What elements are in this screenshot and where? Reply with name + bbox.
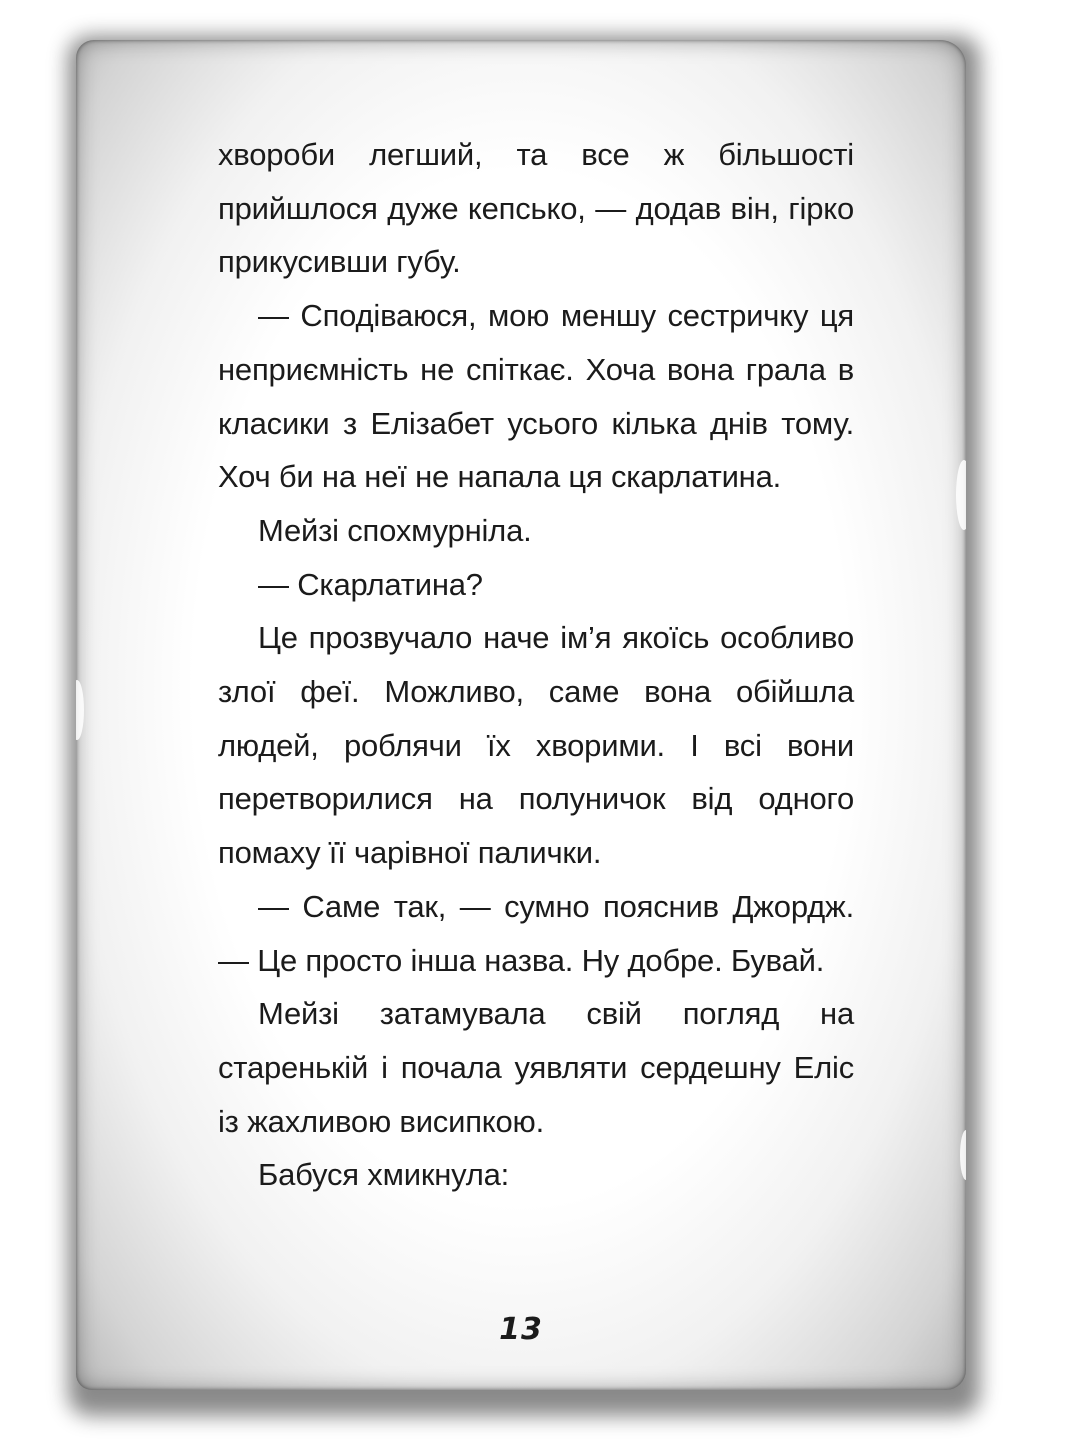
- paragraph: Мейзі затамувала свій погляд на старенькій і почала уявляти сердешну Еліс із жахливою висипкою.: [218, 996, 854, 1139]
- book-page: [76, 40, 966, 1390]
- page-edge-tear: [956, 460, 966, 530]
- page-text: [218, 128, 854, 1202]
- paragraph: хвороби легший, та все ж більшості прийшлося дуже кепсько, — додав він, гірко прикусивши губу.: [218, 137, 854, 280]
- page-edge-tear: [76, 680, 84, 740]
- paragraph: Це прозвучало наче ім’я якоїсь особливо злої феї. Можливо, саме вона обійшла людей, роблячи їх хворими. І всі вони перетворилися на полуничок від одного помаху її чарівної палички.: [218, 620, 854, 871]
- page-edge-tear: [960, 1130, 966, 1180]
- paragraph: Бабуся хмикнула:: [258, 1157, 510, 1193]
- paragraph: Мейзі спохмурніла.: [258, 512, 532, 548]
- paragraph: — Сподіваюся, мою меншу сестричку ця неприємність не спіткає. Хоча вона грала в класики з Елізабет усього кілька днів тому. Хоч би на неї не напала ця скарлатина.: [218, 298, 854, 495]
- page-number: 13: [499, 1312, 543, 1347]
- paragraph: — Саме так, — сумно пояснив Джордж. — Це просто інша назва. Ну добре. Бувай.: [218, 888, 854, 978]
- paragraph: — Скарлатина?: [258, 566, 483, 602]
